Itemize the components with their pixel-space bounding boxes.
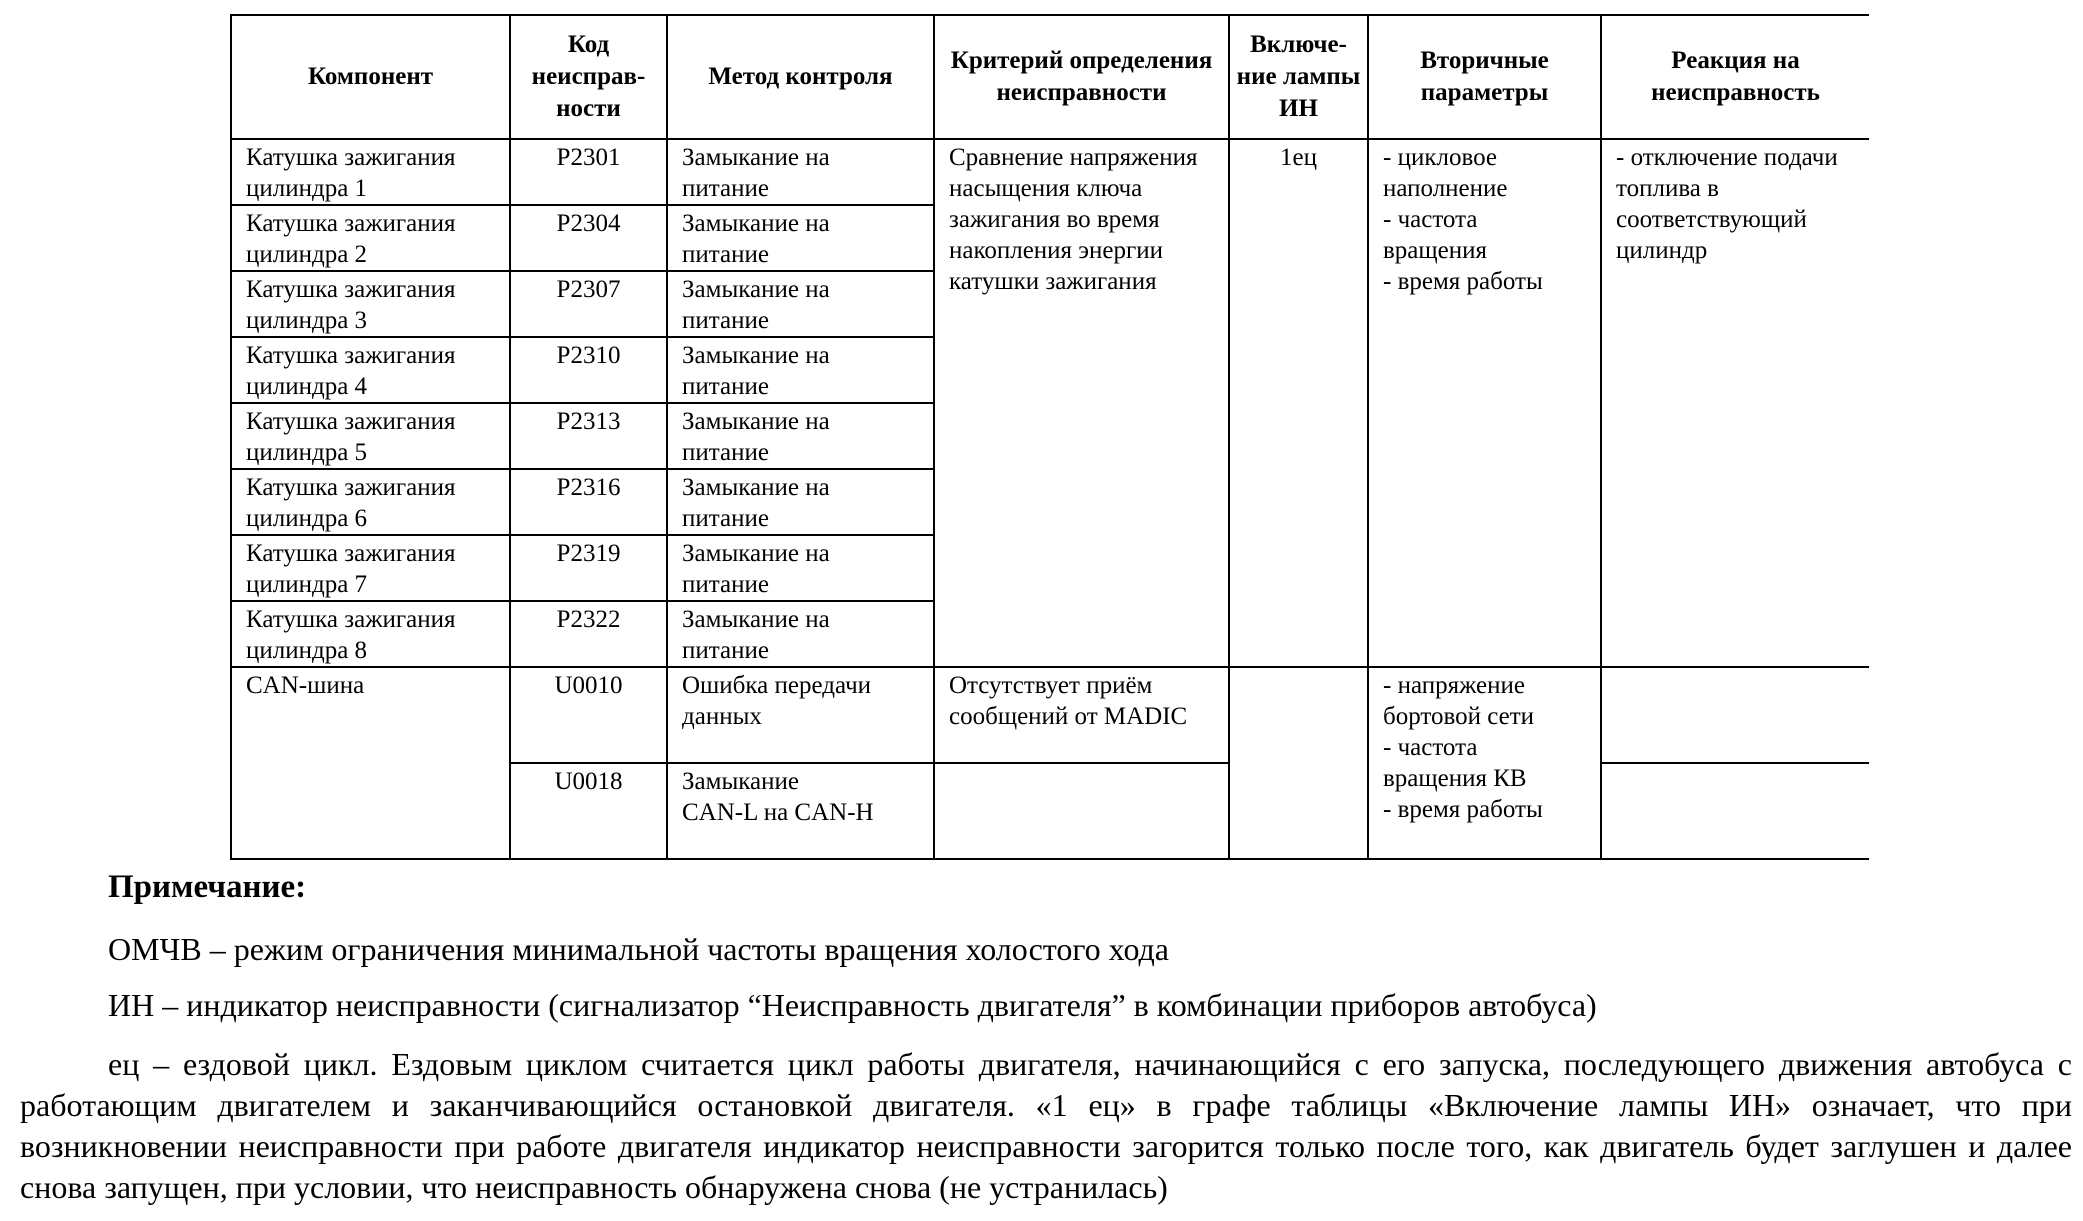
cell-code: P2322 [510,601,667,667]
cell-criterion-coils: Сравнение напряжения насыщения ключа зажигания во время накопления энергии катушки зажигания [934,139,1229,667]
cell-component: Катушка зажигания цилиндра 3 [231,271,510,337]
cell-code: P2319 [510,535,667,601]
method-line: Замыкание [682,768,799,795]
cell-method: Замыкание на питание [667,271,934,337]
cell-method: Ошибка передачи данных [667,667,934,763]
cell-method: Замыкание на питание [667,403,934,469]
secondary-item: - напряжение бортовой сети [1383,672,1535,730]
note-in: ИН – индикатор неисправности (сигнализатор “Неисправность двигателя” в комбинации приборов автобуса) [108,987,1597,1023]
table-row [231,139,1869,205]
cell-code: P2316 [510,469,667,535]
diagnostics-table [230,14,1869,860]
header-code: Код неисправ-ности [510,15,667,139]
cell-lamp-coils: 1ец [1229,139,1368,667]
cell-secondary-can [1368,667,1601,859]
cell-method [667,763,934,859]
secondary-item: - частота вращения КВ [1383,734,1527,792]
header-reaction: Реакция на неисправность [1601,15,1869,139]
secondary-item: - цикловое наполнение [1383,144,1508,202]
cell-method: Замыкание на питание [667,535,934,601]
header-component: Компонент [231,15,510,139]
diagnostics-table-wrapper [230,14,1868,850]
cell-method: Замыкание на питание [667,205,934,271]
header-method: Метод контроля [667,15,934,139]
secondary-item: - время работы [1383,268,1543,295]
cell-component: Катушка зажигания цилиндра 8 [231,601,510,667]
note-ec: ец – ездовой цикл. Ездовым циклом считается цикл работы двигателя, начинающийся с его запуска, последующего движения автобуса с работающим двигателем и заканчивающийся остановкой двигателя. «1 ец» в графе таблицы «Включение лампы ИН» означает, что при возникновении неисправности при работе двигателя индикатор неисправности загорится только после того, как двигатель будет заглушен и далее снова запущен, при условии, что неисправность обнаружена снова (не устранилась) [20,1046,2072,1205]
header-secondary: Вторичные параметры [1368,15,1601,139]
method-line: CAN-L на CAN-H [682,799,874,826]
header-lamp: Включе-ние лампы ИН [1229,15,1368,139]
cell-criterion [934,763,1229,859]
cell-code: P2313 [510,403,667,469]
cell-method: Замыкание на питание [667,601,934,667]
notes-title: Примечание: [108,869,307,905]
cell-code: P2307 [510,271,667,337]
cell-code: P2301 [510,139,667,205]
cell-component: Катушка зажигания цилиндра 5 [231,403,510,469]
cell-reaction [1601,667,1869,763]
cell-criterion: Отсутствует приём сообщений от MADIC [934,667,1229,763]
cell-component-can: CAN-шина [231,667,510,859]
secondary-item: - время работы [1383,796,1543,823]
cell-component: Катушка зажигания цилиндра 2 [231,205,510,271]
cell-component: Катушка зажигания цилиндра 4 [231,337,510,403]
cell-method: Замыкание на питание [667,337,934,403]
cell-code: U0018 [510,763,667,859]
secondary-item: - частота вращения [1383,206,1488,264]
cell-reaction [1601,763,1869,859]
cell-method: Замыкание на питание [667,139,934,205]
cell-component: Катушка зажигания цилиндра 6 [231,469,510,535]
table-header-row [231,15,1869,139]
header-criterion: Критерий определения неисправности [934,15,1229,139]
cell-code: P2304 [510,205,667,271]
cell-lamp-can [1229,667,1368,859]
cell-method: Замыкание на питание [667,469,934,535]
cell-reaction-coils: - отключение подачи топлива в соответствующий цилиндр [1601,139,1869,667]
cell-code: U0010 [510,667,667,763]
cell-component: Катушка зажигания цилиндра 1 [231,139,510,205]
cell-secondary-coils [1368,139,1601,667]
note-omchv: ОМЧВ – режим ограничения минимальной частоты вращения холостого хода [108,931,1169,967]
cell-code: P2310 [510,337,667,403]
cell-component: Катушка зажигания цилиндра 7 [231,535,510,601]
table-row-can [231,667,1869,763]
